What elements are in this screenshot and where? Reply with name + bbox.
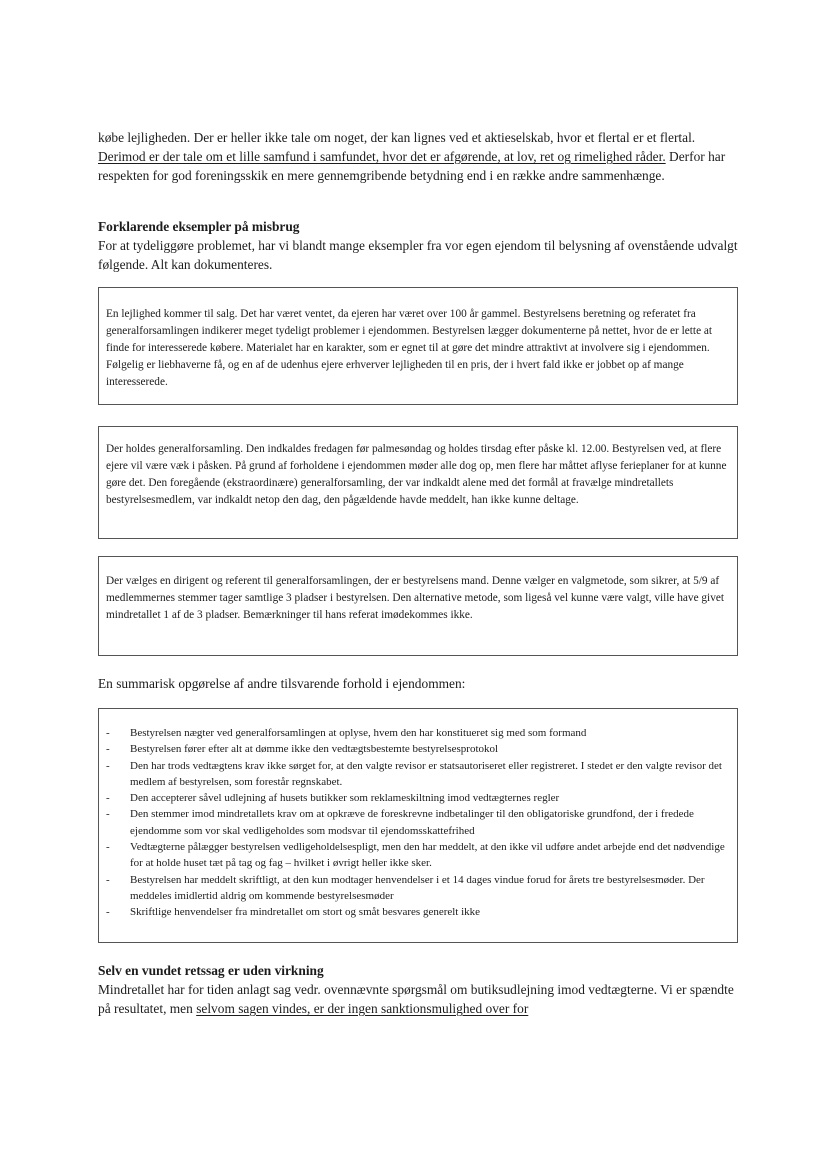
list-item-text: Den accepterer såvel udlejning af husets butikker som reklameskiltning imod vedtægternes regler — [130, 792, 560, 805]
list-item-text: Bestyrelsen har meddelt skriftligt, at den kun modtager henvendelser i et 14 dages vindue forud for årets tre bestyrelsesmøder. Der meddeles imidlertid aldrig om kommende bestyrelsesmøder — [130, 873, 705, 902]
list-item-text: Den har trods vedtægtens krav ikke sørget for, at den valgte revisor er statsautoriseret eller registreret. I stedet er den valgte revisor det medlem af bestyrelsen, som forestår regnskabet. — [130, 759, 722, 788]
section-underlined-text: selvom sagen vindes, er der ingen sanktionsmulighed over for — [196, 1001, 529, 1016]
bullet-dash: - — [106, 759, 110, 772]
bullet-dash: - — [106, 873, 110, 886]
example-text: En lejlighed kommer til salg. Det har været ventet, da ejeren har været over 100 år gammel. Bestyrelsens beretning og referatet fra generalforsamlingen indikerer meget tydeligt problemer i ejendommen. Bestyrelsen lægger dokumenterne på nettet, hvor de er lette at finde for interesserede købere. Materialet har en karakter, som er egnet til at gøre det mindre attraktivt at involvere sig i ejendommen. Følgelig er liebhaverne få, og en af de udenhus ejere erhverver lejligheden til en pris, der i hvert fald ikke er jobbet op af mange interesserede. — [106, 308, 713, 388]
example-text: Der holdes generalforsamling. Den indkaldes fredagen før palmesøndag og holdes tirsdag efter påske kl. 12.00. Bestyrelsen ved, at flere ejere vil være væk i påsken. På grund af forholdene i ejendommen møder alle dog op, men flere har måttet aflyse ferieplaner for at kunne gøre det. Den foregående (ekstraordinære) generalforsamling, der var indkaldt alene med det formål at fravælge mindretallets bestyrelsesmedlem, var indkaldt netop den dag, den pågældende havde meddelt, han ikke kunne deltage. — [106, 443, 727, 506]
list-item-text: Bestyrelsen fører efter alt at dømme ikke den vedtægtsbestemte bestyrelsesprotokol — [130, 743, 499, 756]
list-item — [106, 758, 727, 791]
example-box — [98, 556, 738, 656]
bullet-dash: - — [106, 743, 110, 756]
list-item — [106, 904, 727, 920]
example-box — [98, 287, 738, 405]
example-text: Der vælges en dirigent og referent til generalforsamlingen, der er bestyrelsens mand. Denne vælger en valgmetode, som sikrer, at 5/9 af medlemmernes stemmer tager samtlige 3 pladser i bestyrelsen. Den alternative metode, som ligeså vel kunne være valgt, ville have givet mindretallet 1 af de 3 pladser. Bemærkninger til hans referat imødekommes ikke. — [106, 575, 724, 621]
intro-text-start: købe lejligheden. Der er heller ikke tale om noget, der kan lignes ved et aktieselskab, hvor et flertal er et flertal. — [98, 130, 696, 145]
section-text: For at tydeliggøre problemet, har vi blandt mange eksempler fra vor egen ejendom til belysning af ovenstående udvalgt følgende. Alt kan dokumenteres. — [98, 238, 738, 272]
list-item — [106, 872, 727, 905]
section-lawsuit — [98, 961, 743, 1018]
list-item — [106, 790, 727, 806]
section-heading: Selv en vundet retssag er uden virkning — [98, 963, 324, 978]
list-item-text: Bestyrelsen nægter ved generalforsamlingen at oplyse, hvem den har konstitueret sig med som formand — [130, 727, 587, 739]
bullet-dash: - — [106, 841, 110, 854]
bullet-dash: - — [106, 808, 110, 821]
bullet-dash: - — [106, 792, 110, 805]
section-misuse-examples — [98, 217, 743, 274]
example-box — [98, 426, 738, 539]
intro-paragraph — [98, 128, 743, 185]
summary-list — [106, 725, 727, 921]
bullet-dash: - — [106, 727, 110, 739]
list-item — [106, 806, 727, 839]
list-item-text: Vedtægterne pålægger bestyrelsen vedligeholdelsespligt, men den har meddelt, at den ikke vil udføre andet arbejde end det nødvendige for at holde huset tæt på tag og fag – hvilket i øvrigt heller ikke sker. — [130, 841, 725, 870]
bullet-dash: - — [106, 906, 110, 919]
list-item-text: Skriftlige henvendelser fra mindretallet om stort og småt besvares generelt ikke — [130, 906, 481, 919]
intro-underlined-text: Derimod er der tale om et lille samfund i samfundet, hvor det er afgørende, at lov, ret og rimelighed råder. — [98, 149, 666, 164]
list-item — [106, 839, 727, 872]
summary-heading: En summarisk opgørelse af andre tilsvarende forhold i ejendommen: — [98, 676, 466, 691]
section-text: Mindretallet har for tiden anlagt sag vedr. ovennævnte spørgsmål om butiksudlejning imod vedtægterne. Vi er spændte på resultatet, men — [98, 982, 734, 1016]
list-item-text: Den stemmer imod mindretallets krav om at opkræve de foreskrevne indbetalinger til den obligatoriske grundfond, der i fredede ejendomme som vor skal vedligeholdes som modsvar til ejendomsskattefrihed — [130, 808, 694, 837]
list-item — [106, 741, 727, 757]
list-item — [106, 725, 727, 741]
section-heading: Forklarende eksempler på misbrug — [98, 219, 300, 234]
intro-text-end: Derfor har respekten for god foreningsskik en mere gennemgribende betydning end i en række andre sammenhænge. — [98, 149, 726, 183]
summary-box — [98, 708, 738, 943]
